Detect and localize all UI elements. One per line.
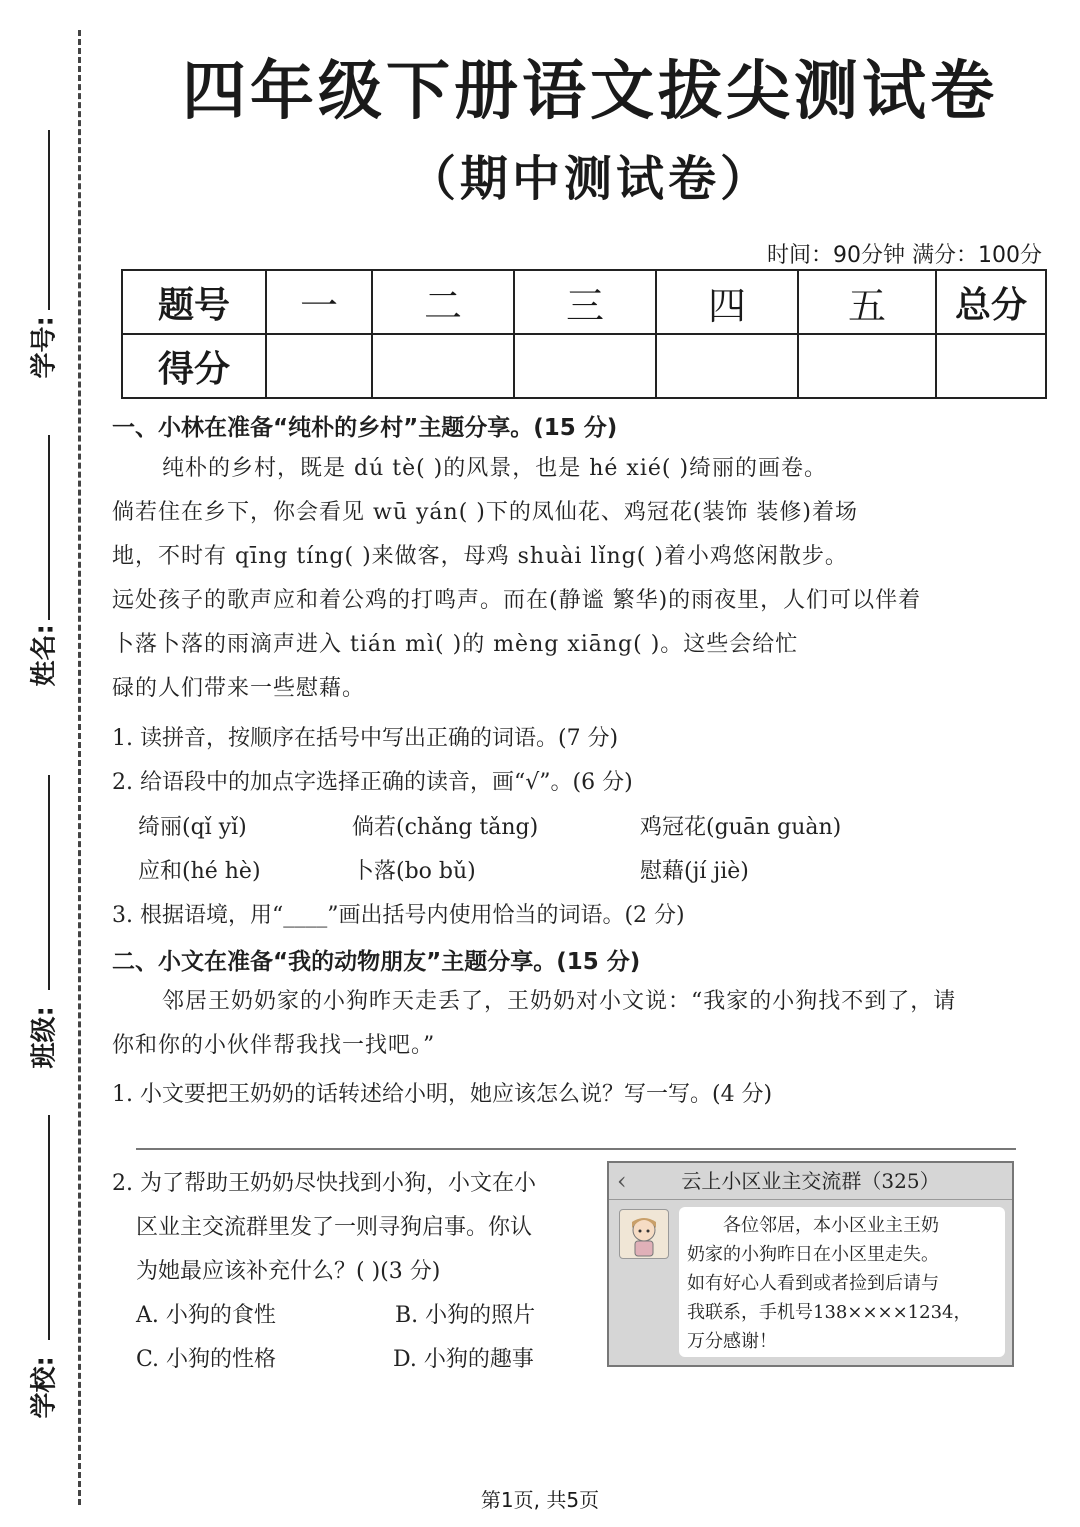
choice-d[interactable]: D. 小狗的趣事 xyxy=(393,1347,534,1372)
class-label: 班级: xyxy=(29,1006,60,1069)
message-line: 奶家的小狗昨日在小区里走失。 xyxy=(687,1244,939,1265)
class-field[interactable] xyxy=(0,770,70,1070)
section2-line-2: 你和你的小伙伴帮我找一找吧。” xyxy=(112,1033,436,1058)
student-no-field[interactable] xyxy=(0,120,70,380)
score-cell-total[interactable] xyxy=(936,334,1046,398)
message-line: 万分感谢！ xyxy=(687,1331,777,1352)
col-1: 一 xyxy=(266,270,372,334)
section2-heading: 二、小文在准备“我的动物朋友”主题分享。(15 分) xyxy=(112,949,641,975)
section1-line-3: 地，不时有 qīng tíng( )来做客，母鸡 shuài lǐng( )着小鸡悠闲散步。 xyxy=(112,544,848,569)
student-no-label: 学号: xyxy=(29,316,60,379)
score-table-score-row xyxy=(122,334,1046,398)
choice-a[interactable]: A. 小狗的食性 xyxy=(136,1303,276,1328)
student-no-underline xyxy=(48,130,50,310)
pinyin-option[interactable]: 慰藉(jí jiè) xyxy=(640,859,749,884)
question-number-label: 题号 xyxy=(122,270,266,334)
col-4: 四 xyxy=(656,270,798,334)
choice-c[interactable]: C. 小狗的性格 xyxy=(136,1347,277,1372)
section2-q2-line-3: 为她最应该补充什么？( )(3 分) xyxy=(136,1259,441,1284)
section2-q1: 1. 小文要把王奶奶的话转述给小明，她应该怎么说？写一写。(4 分) xyxy=(112,1082,773,1107)
chat-message-bubble xyxy=(679,1207,1005,1357)
choice-b[interactable]: B. 小狗的照片 xyxy=(395,1303,536,1328)
section1-line-6: 碌的人们带来一些慰藉。 xyxy=(112,676,366,701)
school-label: 学校: xyxy=(29,1356,60,1419)
section1-line-5: 卜落卜落的雨滴声进入 tián mì( )的 mèng xiāng( )。这些会给忙 xyxy=(112,632,799,657)
section2-q2-line-2: 区业主交流群里发了一则寻狗启事。你认 xyxy=(136,1215,533,1240)
exam-subtitle: （期中测试卷） xyxy=(407,151,772,207)
score-label: 得分 xyxy=(122,334,266,398)
section1-q3: 3. 根据语境，用“____”画出括号内使用恰当的词语。(2 分) xyxy=(112,903,685,928)
page-number: 第1页, 共5页 xyxy=(480,1488,600,1512)
chat-group-title: 云上小区业主交流群（325） xyxy=(681,1169,940,1193)
message-line: 我联系，手机号138××××1234， xyxy=(687,1302,972,1323)
section1-q2: 2. 给语段中的加点字选择正确的读音，画“√”。(6 分) xyxy=(112,770,633,795)
section1-line-2: 倘若住在乡下，你会看见 wū yán( )下的凤仙花、鸡冠花(装饰 装修)着场 xyxy=(112,500,859,525)
col-2: 二 xyxy=(372,270,514,334)
score-cell-1[interactable] xyxy=(266,334,372,398)
section2-q2-line-1: 2. 为了帮助王奶奶尽快找到小狗，小文在小 xyxy=(112,1171,536,1196)
answer-line[interactable] xyxy=(136,1148,1016,1150)
score-cell-2[interactable] xyxy=(372,334,514,398)
section2-line-1: 邻居王奶奶家的小狗昨天走丢了，王奶奶对小文说：“我家的小狗找不到了，请 xyxy=(162,989,957,1014)
section1-heading: 一、小林在准备“纯朴的乡村”主题分享。(15 分) xyxy=(112,415,618,441)
pinyin-option[interactable]: 绮丽(qǐ yǐ) xyxy=(138,815,247,840)
message-line: 各位邻居，本小区业主王奶 xyxy=(723,1215,939,1236)
girl-avatar-icon xyxy=(620,1210,668,1258)
name-underline xyxy=(48,435,50,620)
exam-title: 四年级下册语文拔尖测试卷 xyxy=(182,55,998,129)
class-underline xyxy=(48,775,50,990)
score-cell-4[interactable] xyxy=(656,334,798,398)
binding-dash-line xyxy=(78,30,81,1505)
pinyin-option[interactable]: 鸡冠花(guān guàn) xyxy=(640,815,842,840)
score-table xyxy=(121,269,1047,399)
pinyin-option[interactable]: 倘若(chǎng tǎng) xyxy=(352,815,539,840)
pinyin-option[interactable]: 应和(hé hè) xyxy=(138,859,261,884)
score-cell-3[interactable] xyxy=(514,334,656,398)
name-field[interactable] xyxy=(0,430,70,690)
avatar xyxy=(619,1209,669,1259)
col-3: 三 xyxy=(514,270,656,334)
chat-header xyxy=(609,1163,1012,1200)
section1-line-1: 纯朴的乡村，既是 dú tè( )的风景，也是 hé xié( )绮丽的画卷。 xyxy=(162,456,828,481)
col-5: 五 xyxy=(798,270,936,334)
section1-line-4: 远处孩子的歌声应和着公鸡的打鸣声。而在(静谧 繁华)的雨夜里，人们可以伴着 xyxy=(112,588,922,613)
section1-q1: 1. 读拼音，按顺序在括号中写出正确的词语。(7 分) xyxy=(112,726,619,751)
group-chat-screenshot xyxy=(607,1161,1014,1367)
name-label: 姓名: xyxy=(29,624,60,687)
message-line: 如有好心人看到或者捡到后请与 xyxy=(687,1273,939,1294)
school-underline xyxy=(48,1115,50,1340)
score-cell-5[interactable] xyxy=(798,334,936,398)
time-score-info: 时间：90分钟 满分：100分 xyxy=(767,243,1042,268)
school-field[interactable] xyxy=(0,1110,70,1419)
score-table-header-row xyxy=(122,270,1046,334)
back-arrow-icon: ‹ xyxy=(617,1167,627,1195)
pinyin-option[interactable]: 卜落(bo bǔ) xyxy=(352,859,476,884)
col-total: 总分 xyxy=(936,270,1046,334)
